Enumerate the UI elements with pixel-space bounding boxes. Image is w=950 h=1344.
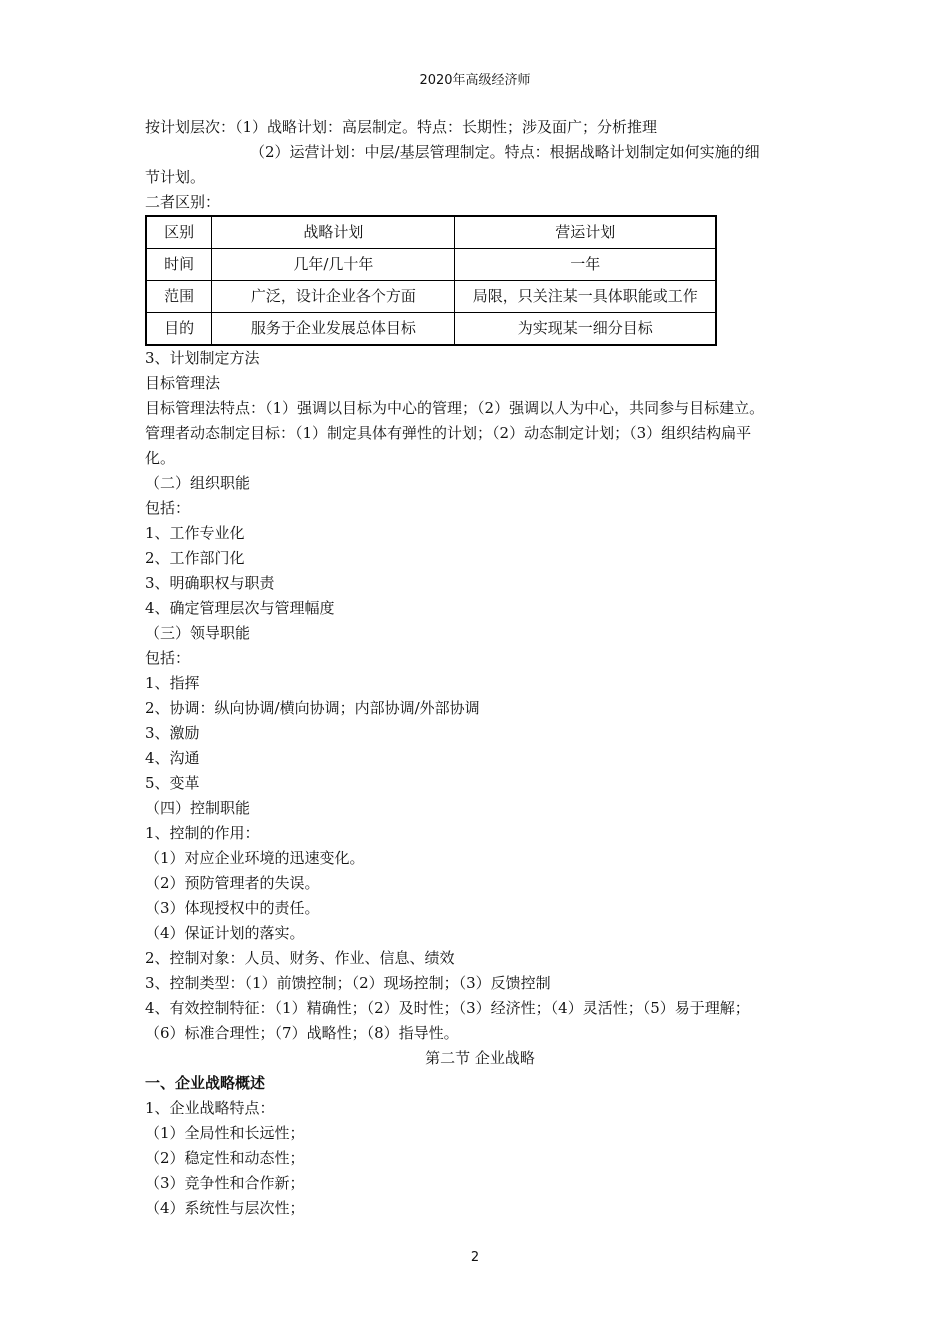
text-line: 3、控制类型：（1）前馈控制；（2）现场控制；（3）反馈控制 xyxy=(145,974,551,992)
text-line: 5、变革 xyxy=(145,774,200,792)
table-cell: 区别 xyxy=(146,216,212,249)
table-cell: 局限，只关注某一具体职能或工作 xyxy=(455,281,716,313)
text-line: （二）组织职能 xyxy=(145,474,251,492)
text-line: 3、激励 xyxy=(145,724,200,742)
text-line: 1、工作专业化 xyxy=(145,524,245,542)
text-line: 4、有效控制特征：（1）精确性；（2）及时性；（3）经济性；（4）灵活性；（5）易于理解； xyxy=(145,999,750,1017)
table-row xyxy=(146,249,716,281)
table-cell: 为实现某一细分目标 xyxy=(455,313,716,346)
text-line: （1）对应企业环境的迅速变化。 xyxy=(145,849,365,867)
text-line: 2、协调：纵向协调/横向协调；内部协调/外部协调 xyxy=(145,699,480,717)
section-heading: 一、企业战略概述 xyxy=(145,1074,266,1092)
body-section-2 xyxy=(145,1096,815,1221)
table-cell: 一年 xyxy=(455,249,716,281)
text-line: （6）标准合理性；（7）战略性；（8）指导性。 xyxy=(145,1024,459,1042)
text-line: 1、企业战略特点： xyxy=(145,1099,275,1117)
table-cell: 范围 xyxy=(146,281,212,313)
table-cell: 营运计划 xyxy=(455,216,716,249)
text-line: 包括： xyxy=(145,499,191,517)
table-row xyxy=(146,313,716,346)
text-line: （三）领导职能 xyxy=(145,624,251,642)
text-line: （2）稳定性和动态性； xyxy=(145,1149,305,1167)
page-header: 2020年高级经济师 xyxy=(419,73,531,88)
table-cell: 服务于企业发展总体目标 xyxy=(212,313,455,346)
table-cell: 战略计划 xyxy=(212,216,455,249)
intro-line-3: 节计划。 xyxy=(145,168,206,186)
table-cell: 时间 xyxy=(146,249,212,281)
text-line: （1）全局性和长远性； xyxy=(145,1124,305,1142)
table-cell: 几年/几十年 xyxy=(212,249,455,281)
intro-line-1: 按计划层次：（1）战略计划：高层制定。特点：长期性；涉及面广；分析推理 xyxy=(145,118,658,136)
intro-line-4: 二者区别： xyxy=(145,193,221,211)
document-body xyxy=(145,115,815,1221)
text-line: 包括： xyxy=(145,649,191,667)
body-section-1 xyxy=(145,346,815,1046)
text-line: 3、明确职权与职责 xyxy=(145,574,275,592)
text-line: 化。 xyxy=(145,449,176,467)
text-line: 目标管理法特点：（1）强调以目标为中心的管理；（2）强调以人为中心，共同参与目标建立。 xyxy=(145,399,765,417)
comparison-table xyxy=(145,215,717,346)
table-row xyxy=(146,281,716,313)
section-title: 第二节 企业战略 xyxy=(425,1049,535,1067)
text-line: 目标管理法 xyxy=(145,374,221,392)
text-line: （4）保证计划的落实。 xyxy=(145,924,305,942)
text-line: 1、指挥 xyxy=(145,674,200,692)
text-line: 4、确定管理层次与管理幅度 xyxy=(145,599,335,617)
text-line: 2、工作部门化 xyxy=(145,549,245,567)
text-line: （4）系统性与层次性； xyxy=(145,1199,305,1217)
text-line: （3）体现授权中的责任。 xyxy=(145,899,320,917)
page-number: 2 xyxy=(470,1250,480,1265)
text-line: 3、计划制定方法 xyxy=(145,349,260,367)
text-line: 4、沟通 xyxy=(145,749,200,767)
text-line: 管理者动态制定目标：（1）制定具体有弹性的计划；（2）动态制定计划；（3）组织结构扁平 xyxy=(145,424,752,442)
text-line: 2、控制对象：人员、财务、作业、信息、绩效 xyxy=(145,949,455,967)
text-line: （3）竞争性和合作新； xyxy=(145,1174,305,1192)
table-cell: 广泛，设计企业各个方面 xyxy=(212,281,455,313)
text-line: 1、控制的作用： xyxy=(145,824,260,842)
text-line: （四）控制职能 xyxy=(145,799,251,817)
intro-line-2: （2）运营计划：中层/基层管理制定。特点：根据战略计划制定如何实施的细 xyxy=(250,143,760,161)
table-row xyxy=(146,216,716,249)
table-cell: 目的 xyxy=(146,313,212,346)
text-line: （2）预防管理者的失误。 xyxy=(145,874,320,892)
